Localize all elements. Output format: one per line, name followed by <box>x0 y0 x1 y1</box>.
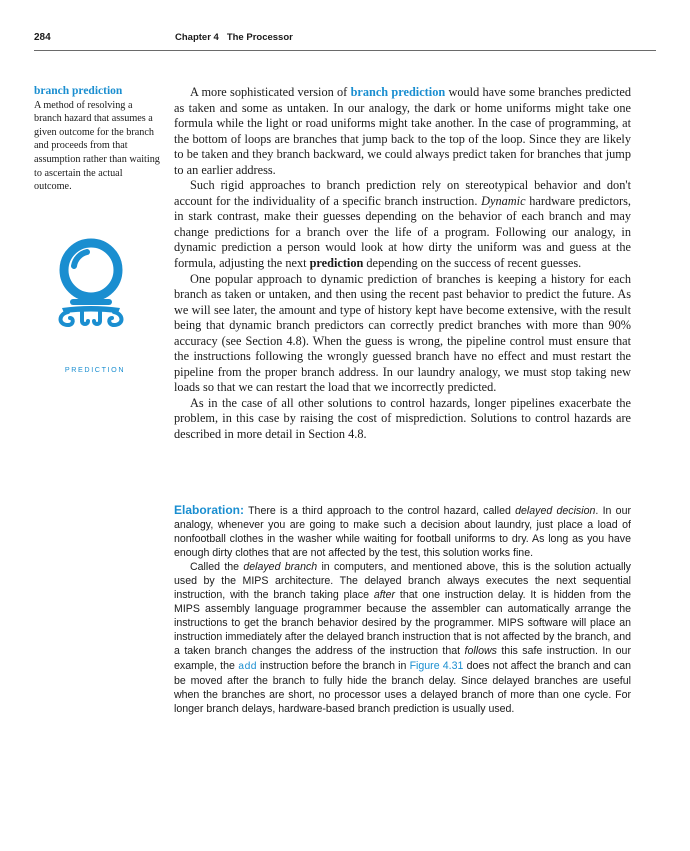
emphasis: follows <box>464 645 497 658</box>
key-term: branch prediction <box>350 85 446 99</box>
paragraph: One popular approach to dynamic prediction of branches is keeping a history for each branch as taken or untaken, and then using the recent past behavior to predict the future. As we will see later, the amount and type of history kept have become extensive, with the result being that dynamic branch predictors can correctly predict branches with more than 90% accuracy (see Section 4.8). When the guess is wrong, the pipeline control must ensure that the instructions following the wrongly guessed branch have no effect and must restart the pipeline from the proper branch address. In our laundry analogy, we must stop taking new loads so that we can restart the load that we incorrectly predicted. <box>174 271 631 395</box>
emphasis: after <box>373 589 396 602</box>
prediction-crystal-ball-icon <box>50 228 132 328</box>
paragraph <box>174 85 631 178</box>
paragraph <box>174 178 631 271</box>
margin-note <box>34 85 160 194</box>
margin-definition: A method of resolving a branch hazard that assumes a given outcome for the branch and proceeds from that assumption rather than waiting to ascertain the actual outcome. <box>34 99 160 193</box>
paragraph: As in the case of all other solutions to control hazards, longer pipelines exacerbate the problem, in this case by raising the cost of misprediction. Solutions to control hazards are described in more detail in Section 4.8. <box>174 395 631 442</box>
text-run: this safe instruction. In our example, the <box>174 645 631 672</box>
text-run: Called the <box>190 561 244 574</box>
text-run: does not affect the branch and can be moved after the branch to fully hide the branch delay. Since delayed branches are useful when the branches are short, no processor uses a delayed branch of more than one cycle. For longer branch delays, hardware-based branch prediction is usually used. <box>174 659 631 715</box>
text-run: . In our analogy, whenever you are going to make such a decision about laundry, just place a load of nonfootball clothes in the washer while waiting for football uniforms to dry. As long as you have enough dirty clothes that are not affected by the test, this solution works fine. <box>174 505 631 560</box>
running-header <box>34 30 656 51</box>
chapter-number: Chapter 4 <box>175 32 219 43</box>
figure-link[interactable]: Figure 4.31 <box>409 659 464 672</box>
elaboration-paragraph <box>174 503 631 560</box>
bold-term: prediction <box>309 256 364 271</box>
code-add: add <box>238 660 257 673</box>
text-run: There is a third approach to the control hazard, called <box>244 505 516 517</box>
chapter-title: The Processor <box>226 32 293 43</box>
emphasis: Dynamic <box>481 193 526 208</box>
text-run: in computers, and mentioned above, this is the solution actually used by the MIPS architecture. The delayed branch always executes the next sequential instruction, with the branch taking place <box>174 561 631 602</box>
text-run: hardware predictors, in stark contrast, make their guesses depending on the behavior of each branch and may change predictions for a branch over the life of a program. Following our analogy, in dynamic prediction a person would look at how dirty the uniform was and guess at the formula, adjusting the next <box>174 193 631 271</box>
elaboration-box <box>174 503 631 716</box>
text-run: Such rigid approaches to branch prediction rely on stereotypical behavior and don't account for the individuality of a specific branch instruction. <box>174 178 631 208</box>
emphasis: delayed decision <box>515 505 596 517</box>
margin-term: branch prediction <box>34 85 123 97</box>
text-run: that one instruction delay. It is hidden from the MIPS assembly language programmer because the assembler can automatically arrange the instructions to get the branch behavior desired by the programmer. MIPS software will place an instruction immediately after the delayed branch instruction that is not affected by the branch, and a taken branch changes the address of the instruction that <box>174 589 632 658</box>
icon-label: PREDICTION <box>64 365 126 374</box>
text-run: A more sophisticated version of <box>190 85 351 99</box>
text-run: instruction before the branch in <box>256 659 410 672</box>
text-run: depending on the success of recent guesses. <box>363 256 582 271</box>
elaboration-title: Elaboration: <box>174 503 245 517</box>
emphasis: delayed branch <box>243 561 318 574</box>
page-number: 284 <box>34 32 51 43</box>
elaboration-paragraph <box>174 560 631 716</box>
running-head <box>175 32 293 43</box>
text-run: would have some branches predicted as taken and some as untaken. In our analogy, the dark or home uniforms might take one formula while the light or road uniforms might take another. In the case of programming, at the bottom of loops are branches that jump back to the top of the loop. Since they are likely to be taken and they branch backward, we could always predict taken for branches that jump to an earlier address. <box>174 85 631 177</box>
main-text <box>174 85 631 443</box>
